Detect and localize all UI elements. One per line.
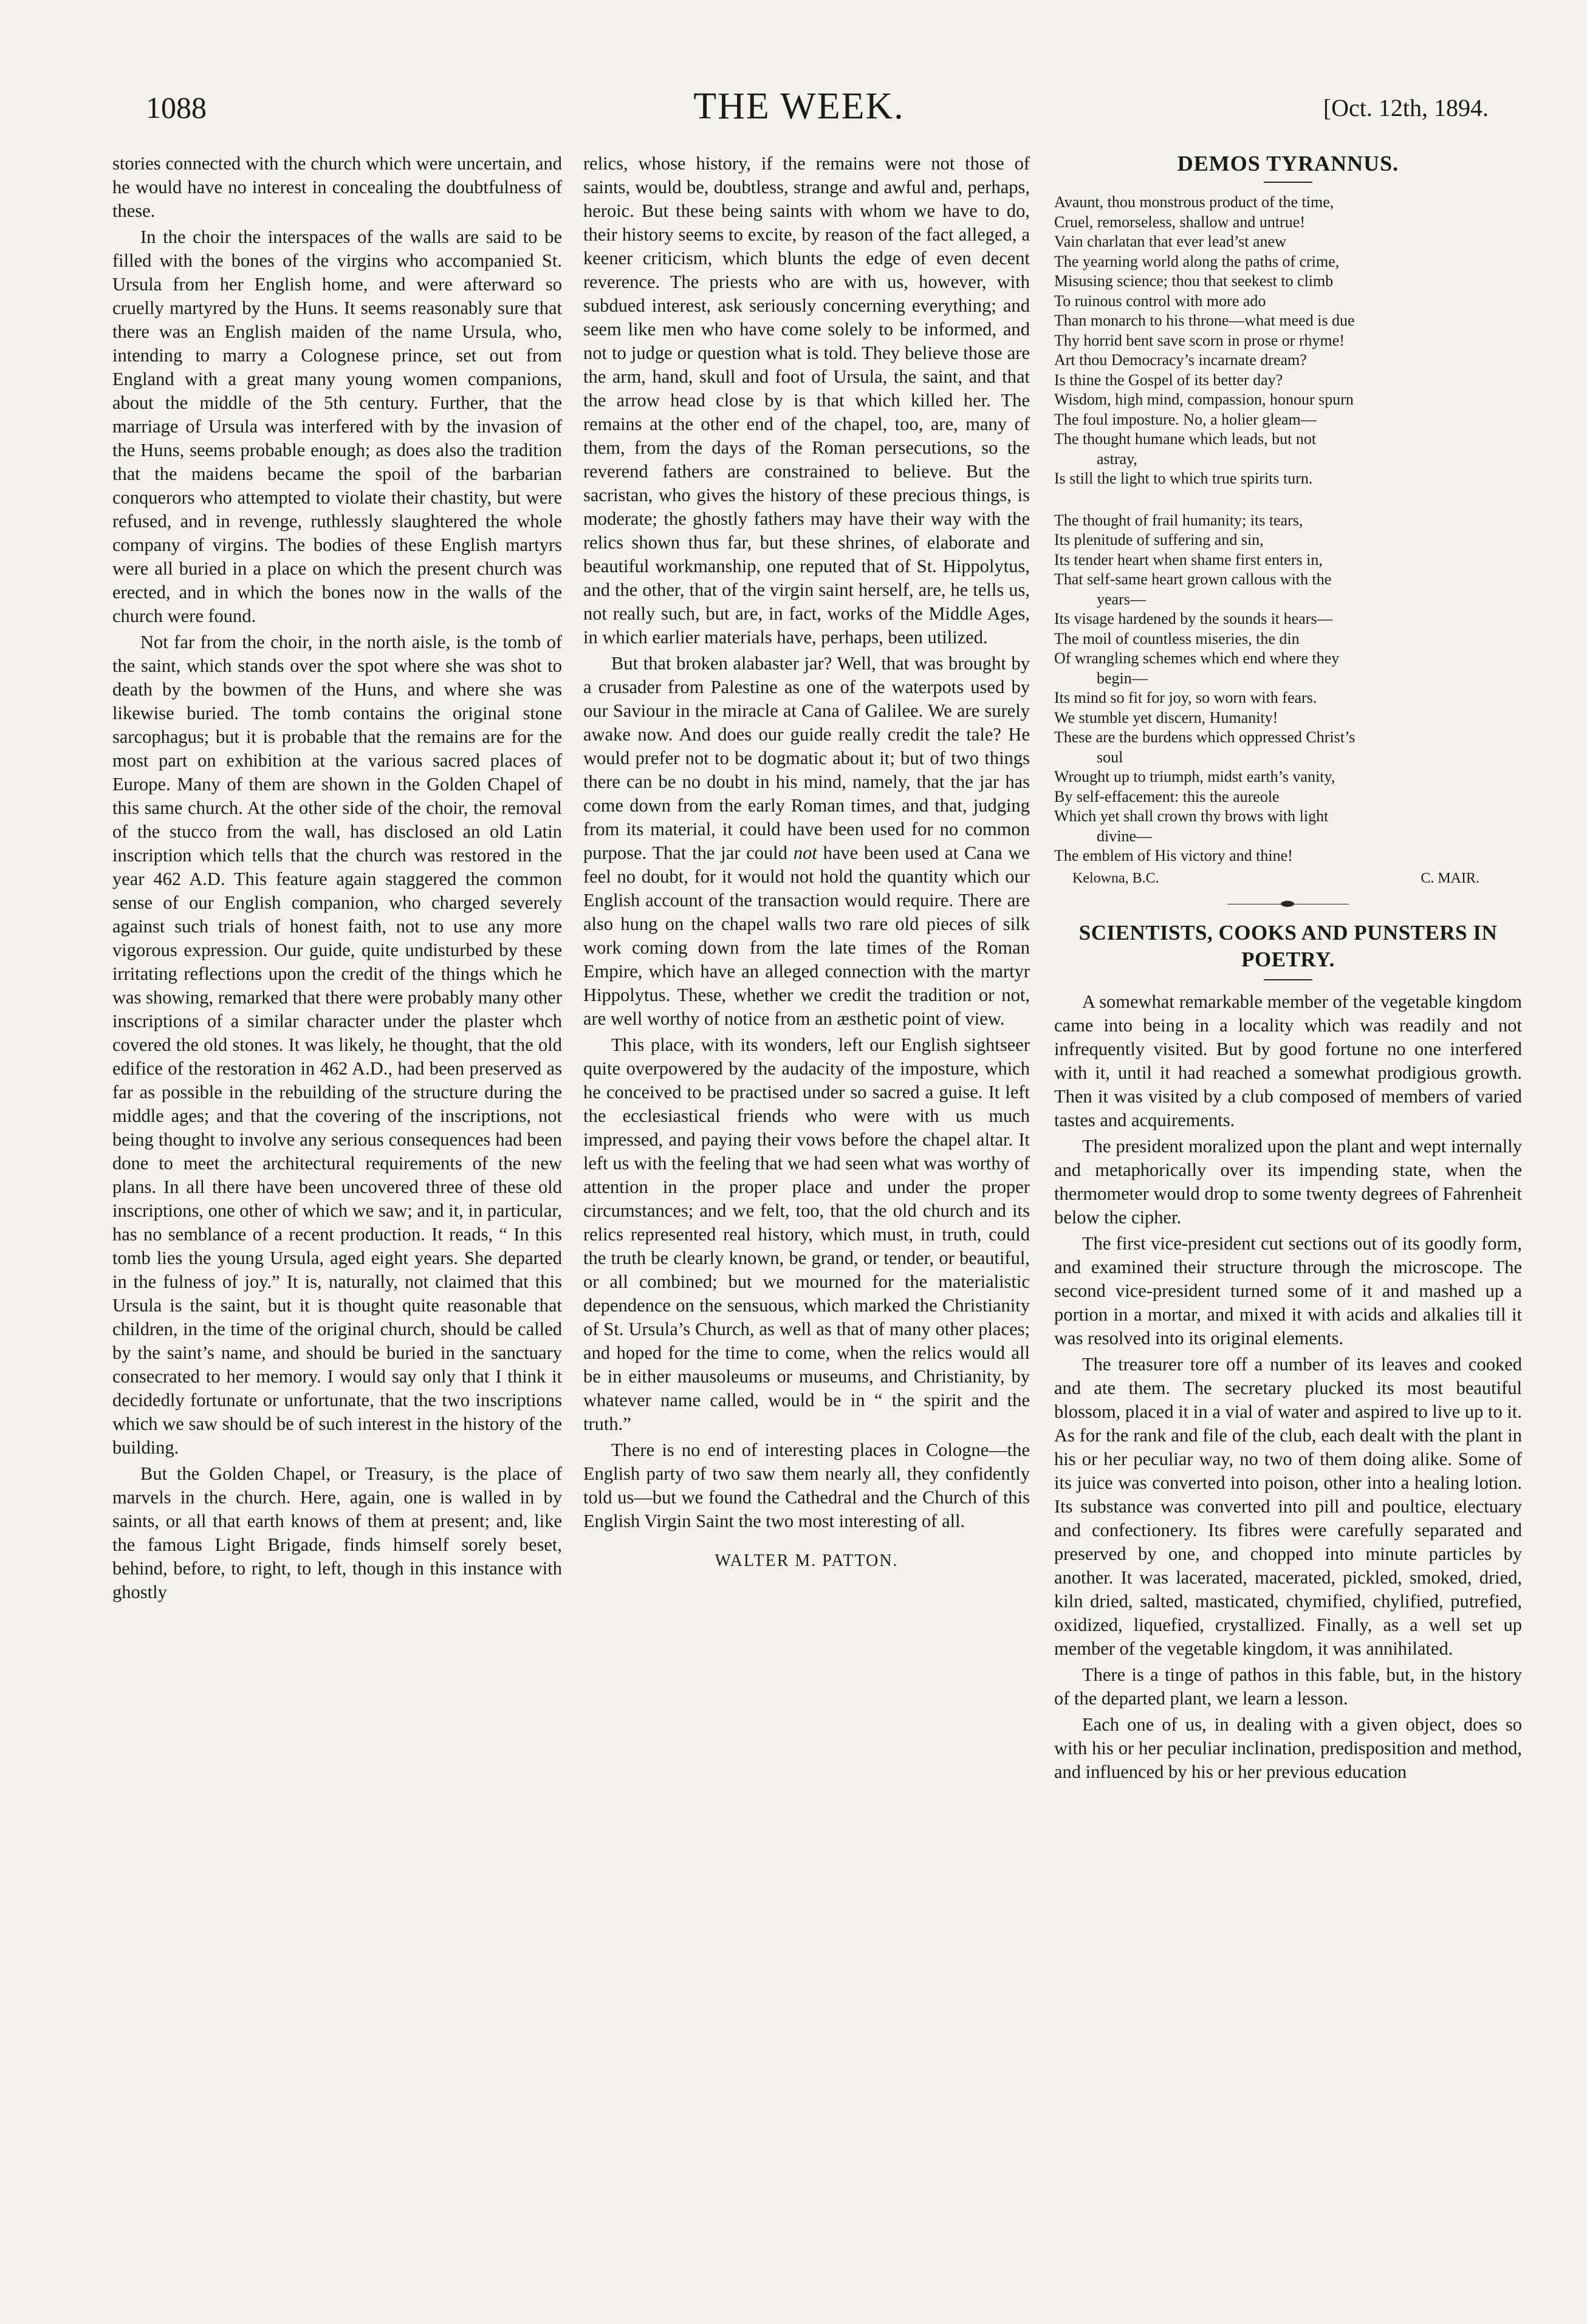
poem-line: Of wrangling schemes which end where they	[1054, 649, 1340, 667]
poem-line: Which yet shall crown thy brows with light	[1054, 807, 1329, 825]
poem-line: The yearning world along the paths of crime,	[1054, 252, 1340, 270]
poem-signature	[1054, 869, 1522, 889]
poem-stanza	[1054, 511, 1522, 866]
poem-stanza	[1054, 193, 1522, 489]
poem-line: By self-effacement: this the aureole	[1054, 787, 1280, 805]
article-paragraph	[583, 652, 1030, 1031]
paragraph-text: But that broken alabaster jar? Well, that was brought by a crusader from Palestine as one of the waterpots used by our Saviour in the miracle at Cana of Galilee. We are surely awake now. And does our guide really credit the tale? He would prefer not to be dogmatic about it; but of two things there can be no doubt in his mind, namely, that the jar has come down from the early Roman times, and that, judging from its material, it could have been used for no common purpose. That the jar could	[583, 653, 1030, 863]
section-divider	[1227, 900, 1349, 907]
poem-line: astray,	[1097, 449, 1137, 468]
left-column	[112, 152, 562, 1604]
article-paragraph: The treasurer tore off a number of its leaves and cooked and ate them. The secretary plucked its most beautiful blossom, placed it in a vial of water and aspired to live up to it. As for the rank and file of the club, each dealt with the plant in his or her peculiar way, no two of them doing alike. Some of its juice was converted into poison, other into a healing lotion. Its substance was converted into pill and poultice, electuary and confectionery. Its fibres were carefully separated and preserved by one, and chopped into minute particles by another. It was lacerated, macerated, pickled, smoked, dried, kiln dried, salted, masticated, chymified, chylified, putrefied, oxidized, liquefied, crystallized. Finally, as a well set up member of the vegetable kingdom, it was annihilated.	[1054, 1354, 1522, 1659]
article-paragraph: Not far from the choir, in the north aisle, is the tomb of the saint, which stands over the spot where she was shot to death by the bowmen of the Huns, and where she was likewise buried. The tomb contains the original stone sarcophagus; but it is probable that the remains are for the most part on exhibition at the various sacred places of Europe. Many of them are shown in the Golden Chapel of this same church. At the other side of the choir, the removal of the stucco from the wall, has disclosed an old Latin inscription which tells that the church was restored in the year 462 A.D. This feature again staggered the common sense of our English companion, who charged severely against such trials of honest faith, not to use any more vigorous expression. Our guide, quite undisturbed by these irritating reflections upon the credit of the things which he was showing, remarked that there were probably many other inscriptions of a similar character under the plaster whch covered the old stones. It was likely, he thought, that the old edifice of the restoration in 462 A.D., had been preserved as far as possible in the rebuilding of the structure during the middle ages; and that the covering of the inscriptions, not being thought to involve any serious consequences had been done to meet the architectural requirements of the new plans. In all there have been uncovered three of these old inscriptions, one other of which we saw; and it, in particular, has no semblance of a recent production. It reads, “ In this tomb lies the young Ursula, aged eight years. She departed in the fulness of joy.” It is, naturally, not claimed that this Ursula is the saint, but it is thought quite reasonable that children, in the time of the original church, should be called by the saint’s name, and should be buried in the sanctuary consecrated to her memory. I would say only that I think it decidedly fortunate or unfortunate, that the two inscriptions which we saw should be of such interest in the history of the building.	[112, 632, 562, 1458]
poem-line: divine—	[1097, 827, 1152, 845]
article-paragraph: But the Golden Chapel, or Treasury, is the place of marvels in the church. Here, again, one is walled in by saints, or all that earth knows of them at present; and, like the famous Light Brigade, finds himself sorely beset, behind, before, to right, to left, though in this instance with ghostly	[112, 1463, 562, 1602]
poem-line: The thought humane which leads, but not	[1054, 430, 1317, 448]
title-rule	[1264, 182, 1312, 183]
poem-title: DEMOS TYRANNUS.	[1177, 151, 1399, 176]
article-paragraph: There is no end of interesting places in Cologne—the English party of two saw them nearly all, they confidently told us—but we found the Cathedral and the Church of this English Virgin Saint the two most interesting of all.	[583, 1440, 1030, 1531]
poem-line: Avaunt, thou monstrous product of the time,	[1054, 193, 1334, 211]
poem-line: begin—	[1097, 669, 1148, 687]
masthead-title: THE WEEK.	[693, 86, 905, 127]
poem-line: Its visage hardened by the sounds it hears—	[1054, 610, 1333, 627]
poem-line: Thy horrid bent save scorn in prose or rhyme!	[1054, 331, 1345, 349]
poem-line: These are the burdens which oppressed Christ’s	[1054, 728, 1356, 746]
article-paragraph: This place, with its wonders, left our English sightseer quite overpowered by the audacity of the imposture, which he conceived to be practised under so sacred a guise. It left the ecclesiastical friends who were with us much impressed, and paying their vows before the chapel altar. It left us with the feeling that we had seen what was worthy of attention in the proper place and under the proper circumstances; and we felt, too, that the old church and its relics represented real history, which must, in truth, could the truth be clearly known, be grand, or tender, or beautiful, or all combined; but we mourned for the materialistic dependence on the sensuous, which marked the Christianity of St. Ursula’s Church, as well as that of many other places; and hoped for the time to come, when the relics would all be in either mausoleums or museums, and Christianity, by whatever name called, would be in “ the spirit and the truth.”	[583, 1034, 1030, 1434]
article-title: SCIENTISTS, COOKS AND PUNSTERS IN POETRY.	[1078, 921, 1498, 971]
poem-line: We stumble yet discern, Humanity!	[1054, 708, 1278, 726]
poem-line: soul	[1097, 748, 1123, 766]
article-paragraph: In the choir the interspaces of the walls are said to be filled with the bones of the virgins who accompanied St. Ursula from her English home, and were afterward so cruelly martyred by the Huns. It seems reasonably sure that there was an English maiden of the name Ursula, who, intending to marry a Colognese prince, set out from England with a great many young women companions, about the middle of the 5th century. Further, that the marriage of Ursula was interfered with by the invasion of the Huns, seems probable enough; as does also the tradition that the maidens became the spoil of the barbarian conquerors who attempted to violate their chastity, but were refused, and in revenge, ruthlessly slaughtered the whole company of virgins. The bodies of these English martyrs were all buried in a place on which the present church was erected, and in which the bones now in the walls of the church were found.	[112, 227, 562, 626]
article-paragraph: Each one of us, in dealing with a given object, does so with his or her peculiar inclination, predisposition and method, and influenced by his or her previous education	[1054, 1714, 1522, 1782]
poem-line: Its plenitude of suffering and sin,	[1054, 531, 1264, 549]
poem-line: The emblem of His victory and thine!	[1054, 847, 1293, 864]
poem-line: That self-same heart grown callous with the	[1054, 570, 1332, 588]
poem-line: Is still the light to which true spirits turn.	[1054, 470, 1313, 487]
poem-line: To ruinous control with more ado	[1054, 292, 1266, 310]
poem-line: Its mind so fit for joy, so worn with fears.	[1054, 689, 1317, 706]
poem-place: Kelowna, B.C.	[1072, 870, 1159, 886]
right-column	[1054, 152, 1522, 1784]
poem-line: Wisdom, high mind, compassion, honour spurn	[1054, 391, 1354, 408]
poem-line: The foul imposture. No, a holier gleam—	[1054, 410, 1317, 428]
poem-line: Art thou Democracy’s incarnate dream?	[1054, 351, 1307, 369]
article-paragraph: stories connected with the church which were uncertain, and he would have no interest in concealing the doubtfulness of these.	[112, 153, 562, 221]
issue-date: [Oct. 12th, 1894.	[1323, 94, 1489, 121]
poem-line: Misusing science; thou that seekest to climb	[1054, 272, 1334, 290]
poem-line: years—	[1097, 590, 1146, 608]
poem-author: C. MAIR.	[1421, 870, 1479, 886]
page-number: 1088	[146, 91, 207, 125]
article-paragraph: A somewhat remarkable member of the vegetable kingdom came into being in a locality which was readily and not infrequently visited. But by good fortune no one interfered with it, until it had reached a somewhat prodigious growth. Then it was visited by a club composed of members of varied tastes and acquirements.	[1054, 991, 1522, 1130]
article-paragraph: relics, whose history, if the remains were not those of saints, would be, doubtless, strange and awful and, perhaps, heroic. But these being saints with whom we have to do, their history seems to excite, by reason of the fact alleged, a keener criticism, which blunts the edge of even decent reverence. The priests who are with us, however, with subdued interest, ask seriously concerning everything; and seem like men who have come solely to be informed, and not to judge or question what is told. They believe those are the arm, hand, skull and foot of Ursula, the saint, and that the arrow head close by is that which killed her. The remains at the other end of the chapel, too, are, many of them, from the days of the Roman persecutions, so the reverend fathers are constrained to believe. But the sacristan, who gives the history of these precious things, is moderate; the ghostly fathers may have their way with the relics shown thus far, but these shrines, of elaborate and beautiful workmanship, one reputed that of St. Hippolytus, and the other, that of the virgin saint herself, are, he tells us, not really such, but are, in fact, works of the Middle Ages, in which earlier materials have, perhaps, been utilized.	[583, 153, 1030, 648]
poem-line: Than monarch to his throne—what meed is due	[1054, 312, 1355, 329]
emphasis-word: not	[793, 842, 817, 863]
poem-body	[1054, 193, 1522, 888]
poem-line: The thought of frail humanity; its tears,	[1054, 511, 1303, 529]
article-paragraph: The first vice-president cut sections out of its goodly form, and examined their structure through the microscope. The second vice-president turned some of it and mashed up a portion in a mortar, and mixed it with acids and alkalies till it was resolved into its original elements.	[1054, 1233, 1522, 1348]
author-signature: WALTER M. PATTON.	[715, 1551, 899, 1570]
article-paragraph: There is a tinge of pathos in this fable, but, in the history of the departed plant, we learn a lesson.	[1054, 1664, 1522, 1709]
poem-line: Is thine the Gospel of its better day?	[1054, 371, 1283, 389]
page-header	[109, 85, 1489, 134]
poem-line: Its tender heart when shame first enters in,	[1054, 550, 1323, 569]
paragraph-text: have been used at Cana we feel no doubt, for it would not hold the quantity which our English account of the transaction would require. There are also hung on the chapel walls two rare old pieces of silk work coming down from the late times of the Roman Empire, which have an alleged connection with the martyr Hippolytus. These, whether we credit the tradition or not, are well worthy of notice from an æsthetic point of view.	[583, 842, 1030, 1029]
article-paragraph: The president moralized upon the plant and wept internally and metaphorically over its impending state, when the thermometer would drop to some twenty degrees of Fahrenheit below the cipher.	[1054, 1136, 1522, 1228]
middle-column	[583, 152, 1030, 1573]
poem-line: Wrought up to triumph, midst earth’s vanity,	[1054, 768, 1335, 785]
poem-line: The moil of countless miseries, the din	[1054, 629, 1300, 648]
poem-line: Cruel, remorseless, shallow and untrue!	[1054, 213, 1306, 231]
poem-line: Vain charlatan that ever lead’st anew	[1054, 233, 1286, 250]
title-rule	[1264, 979, 1312, 980]
